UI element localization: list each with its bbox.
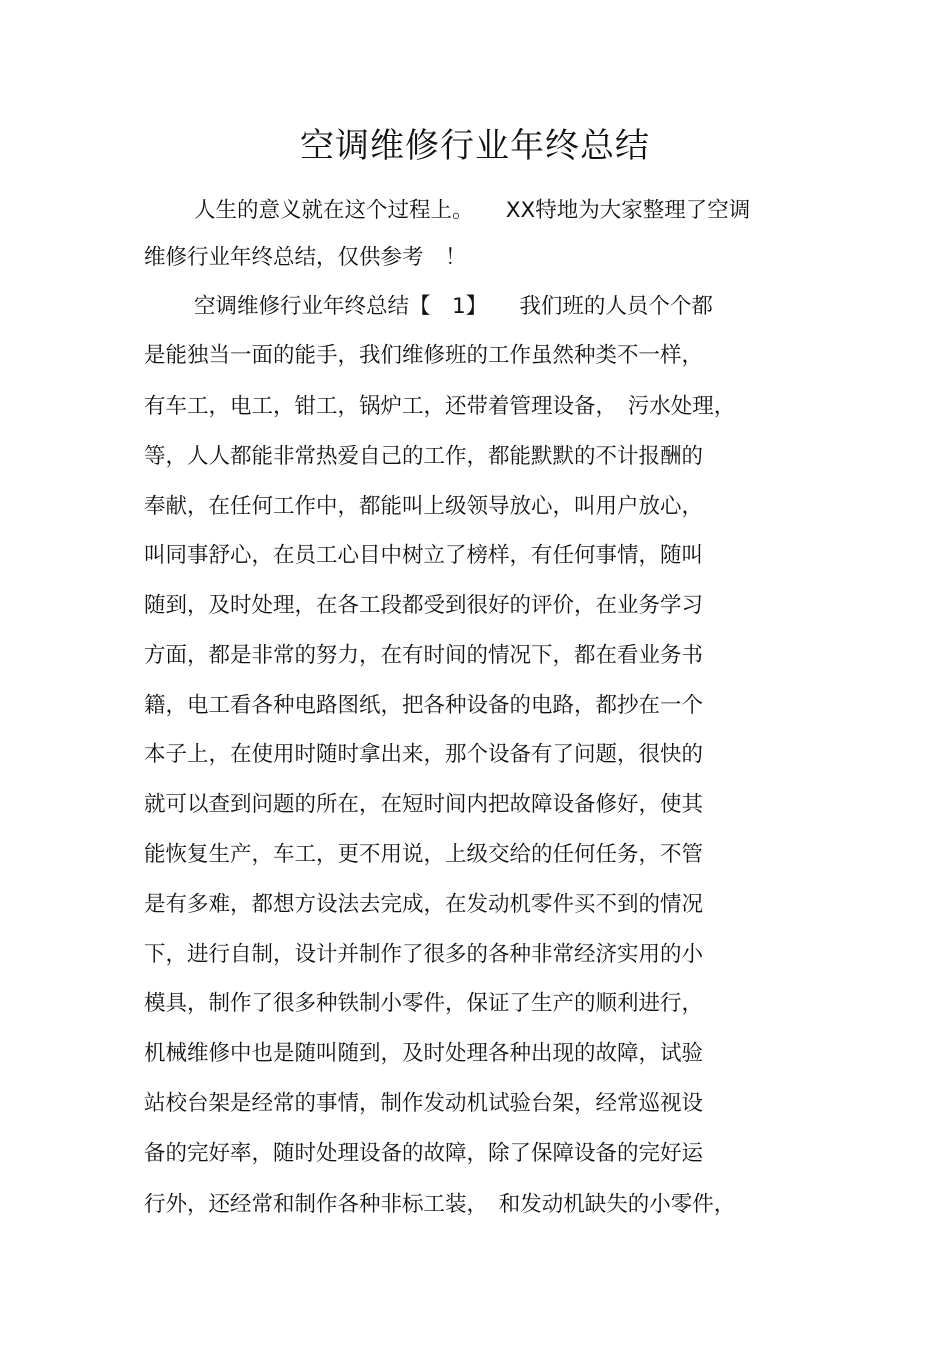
body-line-2: 是能独当一面的能手，我们维修班的工作虽然种类不一样， (144, 343, 704, 368)
body-line-15: 模具，制作了很多种铁制小零件，保证了生产的顺利进行， (144, 991, 704, 1016)
body-line-10: 本子上，在使用时随时拿出来，那个设备有了问题，很快的 (144, 742, 704, 767)
body-line-13: 是有多难，都想方设法去完成，在发动机零件买不到的情况 (144, 892, 704, 917)
body-line-3: 有车工，电工，钳工，锅炉工，还带着管理设备， 污水处理， (144, 394, 736, 419)
body-line-18: 备的完好率，随时处理设备的故障，除了保障设备的完好运 (144, 1141, 704, 1166)
body-line-14: 下，进行自制，设计并制作了很多的各种非常经济实用的小 (144, 942, 704, 967)
body-line-6: 叫同事舒心，在员工心目中树立了榜样，有任何事情，随叫 (144, 543, 704, 568)
body-line-4: 等，人人都能非常热爱自己的工作，都能默默的不计报酬的 (144, 444, 704, 469)
body-line-7: 随到，及时处理，在各工段都受到很好的评价，在业务学习 (144, 593, 704, 618)
body-line-16: 机械维修中也是随叫随到，及时处理各种出现的故障，试验 (144, 1041, 704, 1066)
intro-line-1: 人生的意义就在这个过程上。 XX特地为大家整理了空调 (194, 198, 751, 223)
document-title: 空调维修行业年终总结 (300, 126, 650, 166)
body-line-12: 能恢复生产，车工，更不用说，上级交给的任何任务，不管 (144, 842, 704, 867)
body-line-5: 奉献，在任何工作中，都能叫上级领导放心，叫用户放心， (144, 494, 704, 519)
body-line-19: 行外，还经常和制作各种非标工装， 和发动机缺失的小零件， (144, 1192, 736, 1217)
body-line-9: 籍，电工看各种电路图纸，把各种设备的电路，都抄在一个 (144, 693, 704, 718)
body-line-8: 方面，都是非常的努力，在有时间的情况下，都在看业务书 (144, 643, 704, 668)
body-line-1: 空调维修行业年终总结【 1】 我们班的人员个个都 (194, 294, 713, 319)
intro-line-2: 维修行业年终总结，仅供参考 ！ (144, 245, 467, 270)
body-line-11: 就可以查到问题的所在，在短时间内把故障设备修好，使其 (144, 792, 704, 817)
body-line-17: 站校台架是经常的事情，制作发动机试验台架，经常巡视设 (144, 1091, 704, 1116)
